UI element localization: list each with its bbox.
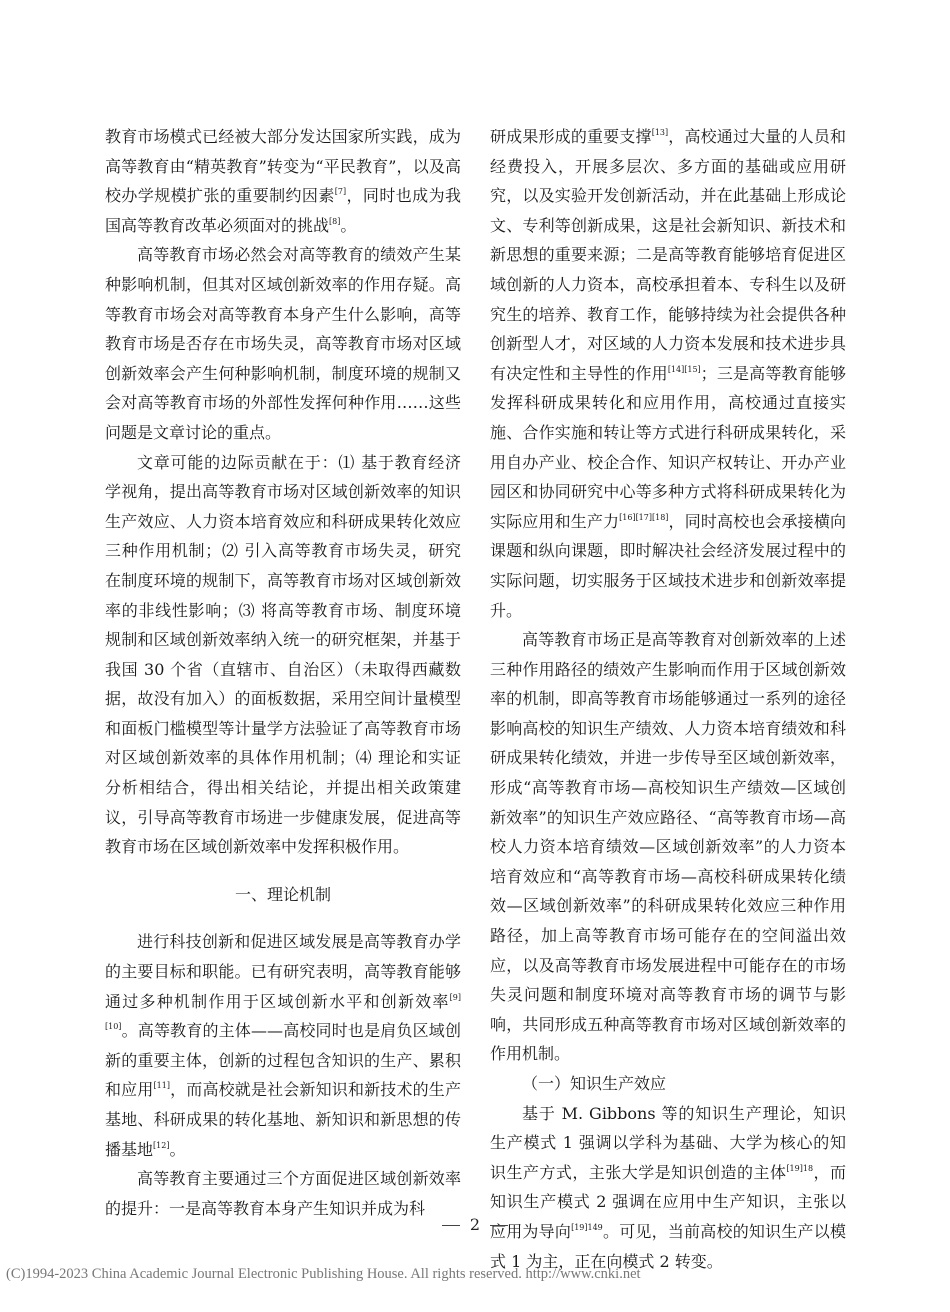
paragraph: 进行科技创新和促进区域发展是高等教育办学的主要目标和职能。已有研究表明，高等教育能够通过多种机制作用于区域创新水平和创新效率[9][10]。高等教育的主体——高校同时也是肩负区域创新的重要主体，创新的过程包含知识的生产、累积和应用[11]，而高校就是社会新知识和新技术的生产基地、科研成果的转化基地、新知识和新思想的传播基地[12]。 — [105, 932, 461, 1159]
paragraph: 高等教育市场正是高等教育对创新效率的上述三种作用路径的绩效产生影响而作用于区域创新效率的机制，即高等教育市场能够通过一系列的途径影响高校的知识生产绩效、人力资本培育绩效和科研成果转化绩效，并进一步传导至区域创新效率，形成“高等教育市场—高校知识生产绩效—区域创新效率”的知识生产效应路径、“高等教育市场—高校人力资本培育绩效—区域创新效率”的人力资本培育效应和“高等教育市场—高校科研成果转化绩效—区域创新效率”的科研成果转化效应三种作用路径，加上高等教育市场可能存在的空间溢出效应，以及高等教育市场发展进程中可能存在的市场失灵问题和制度环境对高等教育市场的调节与影响，共同形成五种高等教育市场对区域创新效率的作用机制。 — [490, 630, 846, 1064]
dash-left — [442, 1225, 460, 1226]
dash-right — [490, 1225, 508, 1226]
paragraph: 高等教育市场必然会对高等教育的绩效产生某种影响机制，但其对区域创新效率的作用存疑。高等教育市场会对高等教育本身产生什么影响，高等教育市场是否存在市场失灵，高等教育市场对区域创新效率会产生何种影响机制，制度环境的规制又会对高等教育市场的外部性发挥何种作用……这些问题是文章讨论的重点。 — [105, 245, 461, 442]
section-title: 一、理论机制 — [234, 884, 331, 904]
paragraph: 文章可能的边际贡献在于：⑴ 基于教育经济学视角，提出高等教育市场对区域创新效率的知识生产效应、人力资本培育效应和科研成果转化效应三种作用机制；⑵ 引入高等教育市场失灵，研究在制度环境的规制下，高等教育市场对区域创新效率的非线性影响；⑶ 将高等教育市场、制度环境规制和区域创新效率纳入统一的研究框架，并基于我国 30 个省（直辖市、自治区）（未取得西藏数据，故没有加入）的面板数据，采用空间计量模型和面板门槛模型等计量学方法验证了高等教育市场对区域创新效率的具体作用机制；⑷ 理论和实证分析相结合，得出相关结论，并提出相关政策建议，引导高等教育市场进一步健康发展，促进高等教育市场在区域创新效率中发挥积极作用。 — [105, 452, 461, 857]
paragraph: 教育市场模式已经被大部分发达国家所实践，成为高等教育由“精英教育”转变为“平民教育”，以及高校办学规模扩张的重要制约因素[7]，同时也成为我国高等教育改革必须面对的挑战[8]。 — [105, 127, 461, 235]
paragraph: 高等教育主要通过三个方面促进区域创新效率的提升：一是高等教育本身产生知识并成为科 — [105, 1169, 461, 1218]
paragraph: 基于 M. Gibbons 等的知识生产理论，知识生产模式 1 强调以学科为基础、大学为核心的知识生产方式，主张大学是知识创造的主体$^{[19]18}$，而知识生产模式 2 强调在应用中生产知识，主张以应用为导向$^{[19]149}$。可见，当前高校的知识生产以模式 1 为主，正在向模式 2 转变。 — [490, 1103, 846, 1271]
paragraph: 研成果形成的重要支撑[13]，高校通过大量的人员和经费投入，开展多层次、多方面的基础或应用研究，以及实验开发创新活动，并在此基础上形成论文、专利等创新成果，这是社会新知识、新技术和新思想的重要来源；二是高等教育能够培育促进区域创新的人力资本，高校承担着本、专科生以及研究生的培养、教育工作，能够持续为社会提供各种创新型人才，对区域的人力资本发展和技术进步具有决定性和主导性的作用[14][15]；三是高等教育能够发挥科研成果转化和应用作用，高校通过直接实施、合作实施和转让等方式进行科研成果转化，采用自办产业、校企合作、知识产权转让、开办产业园区和协同研究中心等多种方式将科研成果转化为实际应用和生产力[16][17][18]，同时高校也会承接横向课题和纵向课题，即时解决社会经济发展过程中的实际问题，切实服务于区域技术进步和创新效率提升。 — [490, 127, 846, 620]
right-column — [490, 122, 846, 1276]
subsection-title: （一）知识生产效应 — [522, 1074, 667, 1093]
left-column — [105, 122, 461, 1223]
page-number — [0, 1215, 950, 1234]
copyright-line: (C)1994-2023 China Academic Journal Electronic Publishing House. All rights reserved. http://www.cnki.net — [6, 1266, 641, 1282]
page-number-text: 2 — [469, 1215, 481, 1234]
